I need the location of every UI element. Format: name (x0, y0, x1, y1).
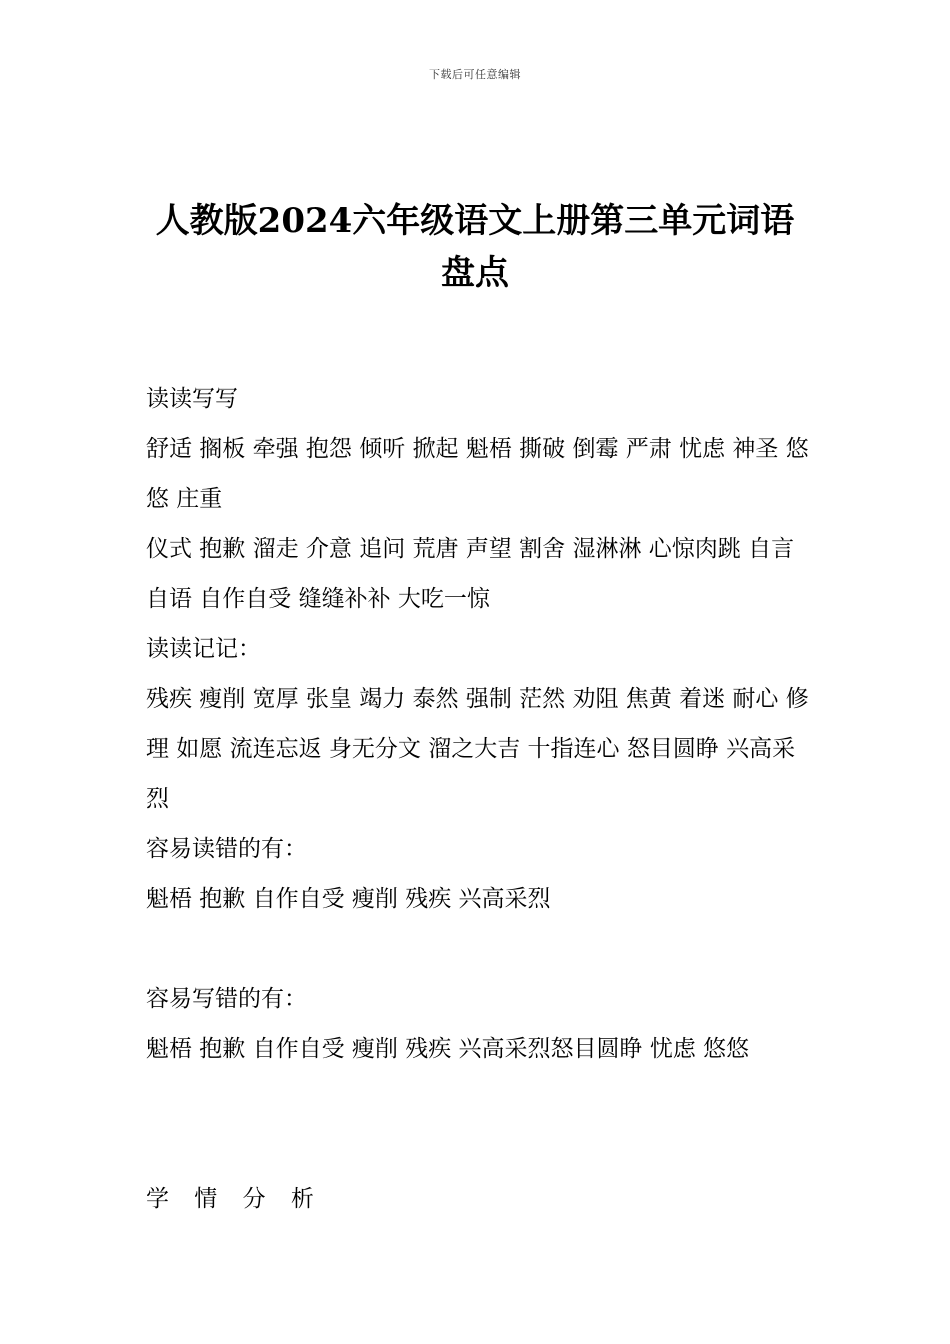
page-header-note: 下载后可任意编辑 (429, 68, 521, 81)
word-list-read-remember: 残疾 瘦削 宽厚 张皇 竭力 泰然 强制 茫然 劝阻 焦黄 着迷 耐心 修理 如愿 流连忘返 身无分文 溜之大吉 十指连心 怒目圆睁 兴高采烈 (146, 686, 809, 812)
word-list-miswrite: 魁梧 抱歉 自作自受 瘦削 残疾 兴高采烈怒目圆睁 忧虑 悠悠 (146, 1036, 750, 1062)
word-list-read-write-1: 舒适 搁板 牵强 抱怨 倾听 掀起 魁梧 撕破 倒霉 严肃 忧虑 神圣 悠悠 庄重 (146, 436, 809, 512)
section-heading-read-write: 读读写写 (146, 386, 238, 412)
blank-line (146, 924, 816, 974)
document-title: 人教版2024六年级语文上册第三单元词语盘点 (155, 200, 795, 293)
section-heading-analysis: 学 情 分 析 (146, 1186, 323, 1212)
blank-space (146, 1074, 816, 1174)
section-heading-misread: 容易读错的有： (146, 836, 307, 862)
word-list-read-write-2: 仪式 抱歉 溜走 介意 追问 荒唐 声望 割舍 湿淋淋 心惊肉跳 自言自语 自作自受 缝缝补补 大吃一惊 (146, 536, 795, 612)
word-list-misread: 魁梧 抱歉 自作自受 瘦削 残疾 兴高采烈 (146, 886, 551, 912)
document-body (146, 374, 816, 1224)
section-heading-miswrite: 容易写错的有： (146, 986, 307, 1012)
section-heading-read-remember: 读读记记： (146, 636, 261, 662)
